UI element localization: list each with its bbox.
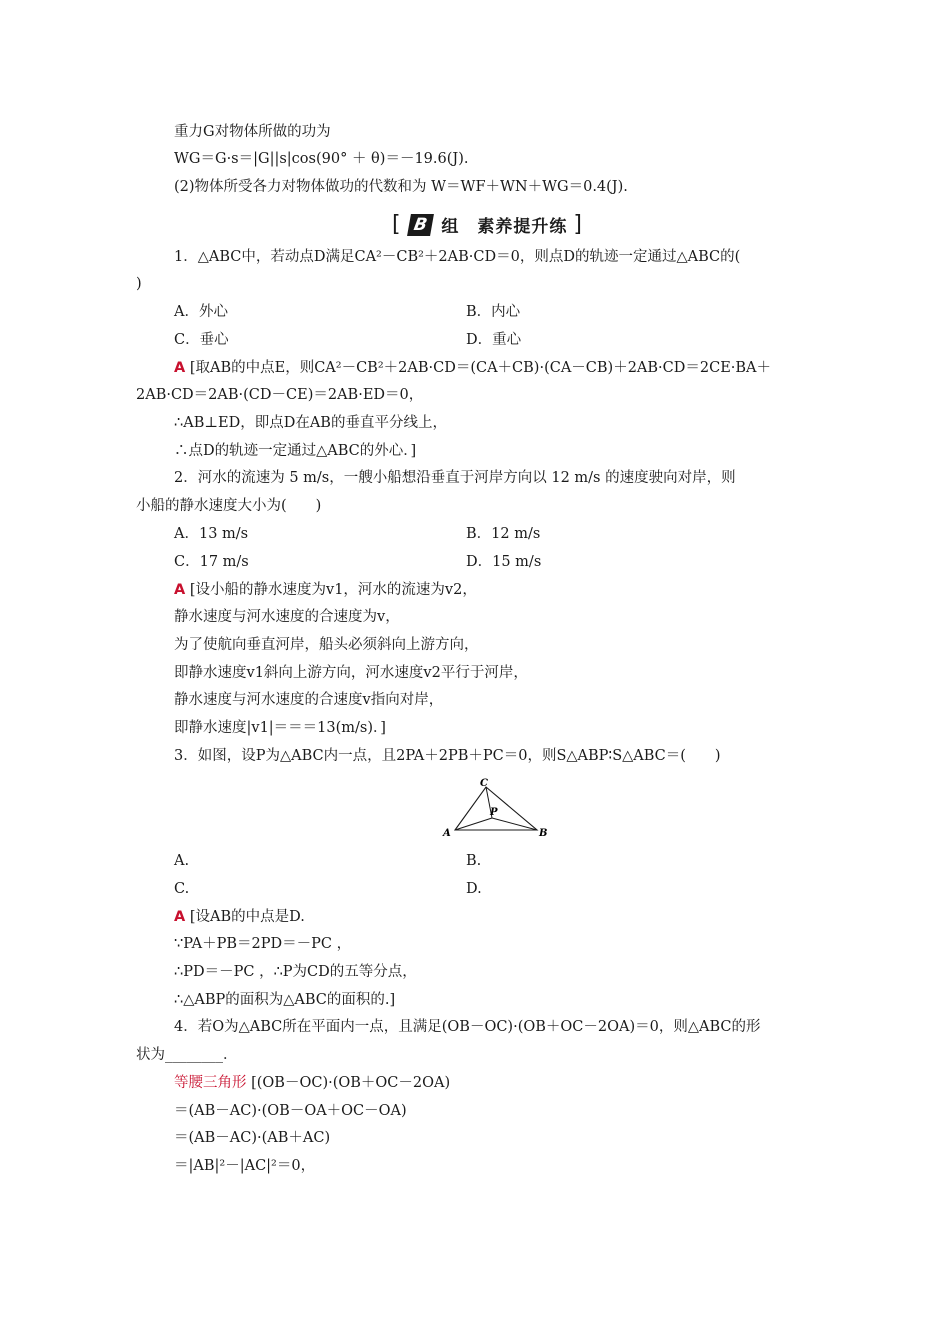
intro-line-1: 重力G对物体所做的功为 [174, 124, 331, 140]
q3-answer: A [174, 909, 186, 925]
q2-option-a: A．13 m/s [174, 526, 249, 542]
q3-stem: 3．如图，设P为△ABC内一点，且2PA＋2PB＋PC＝0，则S△ABP∶S△ABC＝( ) [174, 748, 721, 764]
q4-solution-line-3: ＝(AB－AC)·(AB＋AC) [174, 1130, 331, 1146]
q4-solution-line-2: ＝(AB－AC)·(OB－OA＋OC－OA) [174, 1103, 407, 1119]
intro-line-3: (2)物体所受各力对物体做功的代数和为 W＝WF＋WN＋WG＝0.4(J). [174, 179, 628, 195]
intro-line-2: WG＝G·s＝|G||s|cos(90° ＋ θ)＝－19.6(J). [174, 151, 469, 167]
q2-solution-line-2: 静水速度与河水速度的合速度为v， [174, 609, 400, 625]
q1-option-a: A．外心 [174, 304, 228, 320]
group-badge: B [407, 214, 434, 236]
q3-solution-text-1: [设AB的中点是D. [189, 909, 305, 925]
bracket-left: [ [392, 212, 401, 237]
bracket-right: ] [573, 212, 582, 237]
q3-option-d: D. [466, 881, 482, 897]
q2-option-d: D．15 m/s [466, 554, 542, 570]
q2-solution-line-6: 即静水速度|v1|＝＝＝13(m/s)．] [174, 720, 386, 736]
q4-answer: 等腰三角形 [174, 1075, 247, 1091]
q2-stem-line-2: 小船的静水速度大小为( ) [136, 498, 322, 514]
q3-option-a: A. [174, 853, 190, 869]
q1-stem-line-1: 1．△ABC中，若动点D满足CA²－CB²＋2AB·CD＝0，则点D的轨迹一定通过△ABC的( [174, 249, 741, 265]
q1-solution-text-1: [取AB的中点E，则CA²－CB²＋2AB·CD＝(CA＋CB)·(CA－CB)＋2AB·CD＝2CE·BA＋ [189, 360, 772, 376]
q3-solution-line-4: ∴△ABP的面积为△ABC的面积的.] [174, 992, 396, 1008]
q3-option-b: B. [466, 853, 482, 869]
triangle-figure [440, 775, 550, 840]
q2-option-c: C．17 m/s [174, 554, 249, 570]
q4-solution-line-1 [174, 1073, 450, 1093]
q2-solution-line-3: 为了使航向垂直河岸，船头必须斜向上游方向， [174, 637, 479, 653]
q2-solution-line-4: 即静水速度v1斜向上游方向，河水速度v2平行于河岸， [174, 665, 528, 681]
q2-answer: A [174, 582, 186, 598]
q1-option-b: B．内心 [466, 304, 521, 320]
q2-option-b: B．12 m/s [466, 526, 541, 542]
q1-solution-line-4: ∴点D的轨迹一定通过△ABC的外心．] [174, 443, 417, 459]
q1-solution-line-1 [174, 358, 771, 378]
q4-solution-text-1: [(OB－OC)·(OB＋OC－2OA) [251, 1075, 451, 1091]
q3-solution-line-3: ∴PD＝－PC ，∴P为CD的五等分点， [174, 964, 417, 980]
q2-solution-line-5: 静水速度与河水速度的合速度v指向对岸， [174, 692, 444, 708]
label-a: A [443, 828, 451, 839]
q1-answer: A [174, 360, 186, 376]
q1-solution-line-3: ∴AB⊥ED，即点D在AB的垂直平分线上， [174, 415, 447, 431]
label-c: C [480, 778, 488, 789]
q3-solution-line-2: ∵PA＋PB＝2PD＝－PC ， [174, 936, 352, 952]
q1-option-d: D．重心 [466, 332, 522, 348]
q1-stem-line-2: ) [136, 276, 142, 292]
segment-ap [455, 818, 492, 830]
q1-solution-line-2: 2AB·CD＝2AB·(CD－CE)＝2AB·ED＝0， [136, 387, 424, 403]
q3-solution-line-1 [174, 907, 305, 927]
q1-option-c: C．垂心 [174, 332, 229, 348]
label-b: B [539, 828, 548, 839]
q2-solution-text-1: [设小船的静水速度为v1，河水的流速为v2， [189, 582, 477, 598]
label-p: P [490, 807, 498, 818]
q2-solution-line-1 [174, 580, 477, 600]
q4-stem-line-2: 状为________． [136, 1047, 238, 1063]
section-header [392, 212, 582, 242]
q4-stem-line-1: 4．若O为△ABC所在平面内一点，且满足(OB－OC)·(OB＋OC－2OA)＝0，则△ABC的形 [174, 1019, 761, 1035]
q2-stem-line-1: 2．河水的流速为 5 m/s，一艘小船想沿垂直于河岸方向以 12 m/s 的速度驶向对岸，则 [174, 470, 736, 486]
section-title: 组 素养提升练 [441, 217, 568, 237]
q4-solution-line-4: ＝|AB|²－|AC|²＝0， [174, 1158, 316, 1174]
q3-option-c: C. [174, 881, 190, 897]
